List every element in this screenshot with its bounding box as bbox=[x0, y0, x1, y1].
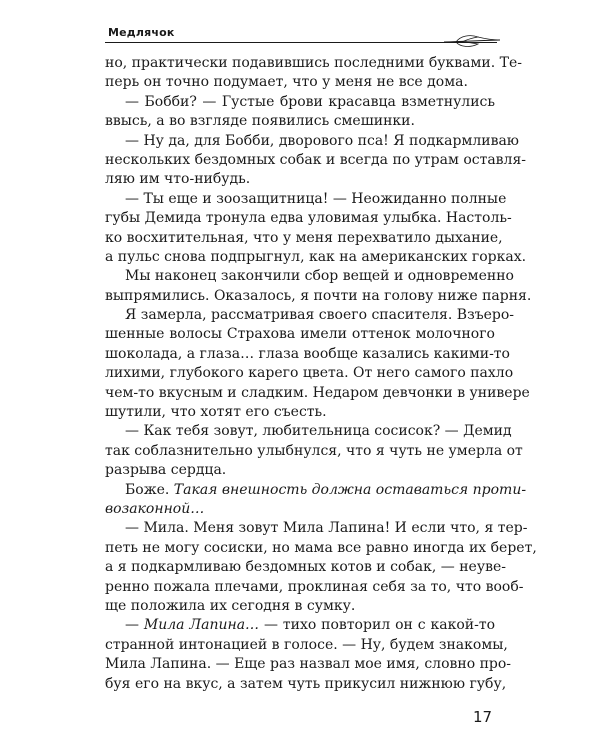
text-fragment: — bbox=[125, 617, 144, 634]
text-line: — Мила. Меня зовут Мила Лапина! И если что, я тер- bbox=[125, 520, 528, 537]
text-line: — Бобби? — Густые брови красавца взметнулись bbox=[125, 93, 495, 110]
text-line: чем-то вкусным и сладким. Недаром девчонки в универе bbox=[105, 384, 530, 401]
text-line: лихими, глубокого карего цвета. От него самого пахло bbox=[105, 365, 514, 382]
text-line: петь не могу сосиски, но мама все равно иногда их берет, bbox=[105, 539, 537, 556]
text-line: ще положила их сегодня в сумку. bbox=[105, 597, 356, 614]
body-text bbox=[105, 54, 537, 694]
text-line: Я замерла, рассматривая своего спасителя. Взъеро- bbox=[125, 307, 515, 324]
page-number: 17 bbox=[473, 708, 493, 726]
text-line: шутили, что хотят его съесть. bbox=[105, 404, 327, 421]
text-line: буя его на вкус, а затем чуть прикусил нижнюю губу, bbox=[105, 675, 507, 692]
text-line bbox=[105, 616, 495, 635]
text-fragment: Боже. bbox=[125, 481, 174, 498]
text-line: шенные волосы Страхова имели оттенок молочного bbox=[105, 326, 495, 343]
text-line: ляю им что-нибудь. bbox=[105, 171, 251, 188]
text-line: выпрямились. Оказалось, я почти на голову ниже парня. bbox=[105, 287, 532, 304]
text-line: а пульс снова подпрыгнул, как на американских горках. bbox=[105, 248, 527, 265]
text-line: разрыва сердца. bbox=[105, 462, 227, 479]
text-line: — Ты еще и зоозащитница! — Неожиданно полные bbox=[125, 190, 507, 207]
running-title: Медлячок bbox=[108, 26, 175, 39]
text-line: — Ну да, для Бобби, дворового пса! Я подкармливаю bbox=[125, 132, 519, 149]
header-rule bbox=[105, 42, 497, 43]
text-line: возаконной… bbox=[105, 500, 205, 517]
italic-fragment: Мила Лапина… bbox=[143, 617, 260, 634]
text-line: а я подкармливаю бездомных котов и собак, — неуве- bbox=[105, 559, 506, 576]
text-fragment: — тихо повторил он с какой-то bbox=[259, 617, 495, 634]
text-line: губы Демида тронула едва уловимая улыбка. Настоль- bbox=[105, 210, 512, 227]
text-line: странной интонацией в голосе. — Ну, будем знакомы, bbox=[105, 636, 508, 653]
text-line: Мила Лапина. — Еще раз назвал мое имя, словно про- bbox=[105, 656, 512, 673]
text-line: ввысь, а во взгляде появились смешинки. bbox=[105, 113, 415, 130]
italic-fragment: Такая внешность должна оставаться проти- bbox=[173, 481, 527, 498]
text-line: так соблазнительно улыбнулся, что я чуть не умерла от bbox=[105, 442, 523, 459]
text-line: перь он точно подумает, что у меня не все дома. bbox=[105, 74, 468, 91]
text-line: — Как тебя зовут, любительница сосисок? — Демид bbox=[125, 423, 512, 440]
feather-quill-icon bbox=[442, 32, 502, 50]
text-line: нескольких бездомных собак и всегда по утрам оставля- bbox=[105, 151, 527, 168]
text-line: шоколада, а глаза… глаза вообще казались какими-то bbox=[105, 345, 510, 362]
text-line: но, практически подавившись последними буквами. Те- bbox=[105, 55, 522, 71]
text-line: ко восхитительная, что у меня перехватило дыхание, bbox=[105, 229, 503, 246]
text-line: Мы наконец закончили сбор вещей и одновременно bbox=[125, 268, 514, 285]
text-line: ренно пожала плечами, проклиная себя за то, что вооб- bbox=[105, 578, 524, 595]
text-line bbox=[105, 481, 527, 500]
